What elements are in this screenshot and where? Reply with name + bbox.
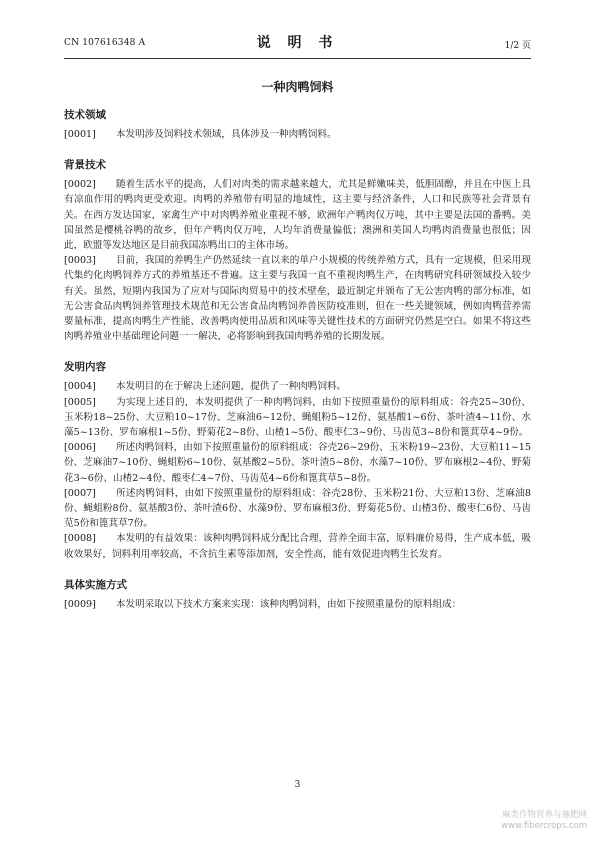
paragraph-number: [0003] [64, 255, 96, 267]
watermark-url: www.fibercrops.com [501, 821, 587, 831]
page-number: 3 [294, 780, 301, 790]
paragraph-text: 本发明采取以下技术方案来实现：该种肉鸭饲料，由如下按照重量份的原料组成： [115, 598, 462, 610]
page-header [64, 30, 531, 59]
section-heading-summary: 发明内容 [64, 361, 106, 374]
paragraph-number: [0008] [64, 533, 96, 545]
paragraph-text: 本发明目的在于解决上述问题，提供了一种肉鸭饲料。 [115, 381, 347, 393]
paragraph-0006 [64, 440, 531, 486]
section-heading-technical-field: 技术领域 [64, 109, 106, 121]
paragraph-0008 [64, 531, 531, 561]
paragraph-number: [0001] [64, 129, 96, 140]
paragraph-text: 随着生活水平的提高，人们对肉类的需求越来越大，尤其是鲜嫩味美，低胆固醇，并且在中医上具有凉血作用的鸭肉更受欢迎。肉鸭的养殖带有明显的地域性，这主要与经济条件，人口和民族等社会背景有关。在西方发达国家，家禽生产中对肉鸭养殖业重视不够，欧洲年产鸭肉仅万吨，其中主要是法国的番鸭。美国虽然是樱桃谷鸭的故乡，但年产鸭肉仅万吨，人均年消费量偏低；澳洲和美国人均鸭肉消费量也很低；因此，欧盟等发达地区是目前我国冻鸭出口的主体市场。 [64, 179, 531, 252]
section-heading-background: 背景技术 [64, 159, 106, 172]
paragraph-number: [0007] [64, 487, 96, 499]
patent-number: CN 107616348 A [64, 38, 146, 48]
paragraph-number: [0005] [64, 396, 96, 408]
paragraph-text: 所述肉鸭饲料，由如下按照重量份的原料组成：谷壳28份、玉米粉21份、大豆粕13份、芝麻油8份、蝇蛆粉8份、氨基酸3份、茶叶渣6份、水藻9份、罗布麻根3份、野菊花5份、山楂3份、酸枣仁6份、马齿苋5份和篦萁草7份。 [64, 487, 531, 530]
paragraph-number: [0004] [64, 381, 96, 393]
website-watermark [501, 810, 587, 832]
paragraph-text: 目前，我国的养鸭生产仍然延续一直以来的单户小规模的传统养殖方式，具有一定规模，但采用现代集约化肉鸭饲养方式的养殖基还不普遍。这主要与我国一直不重视肉鸭生产，在肉鸭研究科研领域投入较少有关。虽然，短期内我国为了应对与国际肉贸易中的技术壁垒，最近制定并颁布了无公害肉鸭的部分标准，如无公害食品肉鸭饲养管理技术规范和无公害食品肉鸭饲养兽医防疫准则，但在一些关键领域，例如肉鸭营养需要量标准，提高肉鸭生产性能、改善鸭肉使用品质和风味等关键性技术的方面研究仍然是空白。如果不将这些肉鸭养殖业中基础理论问题一一解决，必将影响到我国肉鸭养殖的长期发展。 [64, 255, 531, 343]
paragraph-0002 [64, 177, 531, 253]
paragraph-text: 本发明涉及饲料技术领域，具体涉及一种肉鸭饲料。 [115, 129, 337, 140]
paragraph-text: 为实现上述目的，本发明提供了一种肉鸭饲料，由如下按照重量份的原料组成：谷壳25~30份、玉米粉18~25份、大豆粕10~17份、芝麻油6~12份、蝇蛆粉5~12份、氨基酸1~6份、茶叶渣4~11份、水藻5~13份、罗布麻根1~5份、野菊花2~8份、山楂1~5份、酸枣仁3~9份、马齿苋3~8份和篦萁草4~9份。 [64, 396, 531, 439]
paragraph-0005 [64, 395, 531, 441]
document-title: 一种肉鸭饲料 [261, 80, 334, 94]
paragraph-0004 [64, 379, 531, 394]
document-type: 说 明 书 [256, 35, 339, 51]
paragraph-number: [0006] [64, 442, 96, 454]
paragraph-0009 [64, 597, 531, 612]
document-body [64, 108, 531, 612]
section-heading-detailed-description: 具体实施方式 [64, 578, 127, 591]
paragraph-0001 [64, 127, 531, 142]
page-info: 1/2 页 [504, 41, 531, 51]
paragraph-text: 所述肉鸭饲料，由如下按照重量份的原料组成：谷壳26~29份、玉米粉19~23份、大豆粕11~15份、芝麻油7~10份、蝇蛆粉6~10份、氨基酸2~5份、茶叶渣5~8份、水藻7~10份、罗布麻根2~4份、野菊花3~6份、山楂2~4份、酸枣仁4~7份、马齿苋4~6份和篦萁草5~8份。 [64, 442, 531, 484]
paragraph-number: [0009] [64, 598, 96, 610]
paragraph-number: [0002] [64, 179, 96, 191]
watermark-site-name: 麻类作物营养与施肥网 [501, 810, 587, 820]
paragraph-0003 [64, 253, 531, 344]
paragraph-0007 [64, 486, 531, 532]
paragraph-text: 本发明的有益效果：该种肉鸭饲料成分配比合理，营养全面丰富，原料廉价易得，生产成本低，吸收效果好，饲料利用率较高，不含抗生素等添加剂，安全性高，能有效促进肉鸭生长发育。 [64, 533, 531, 560]
